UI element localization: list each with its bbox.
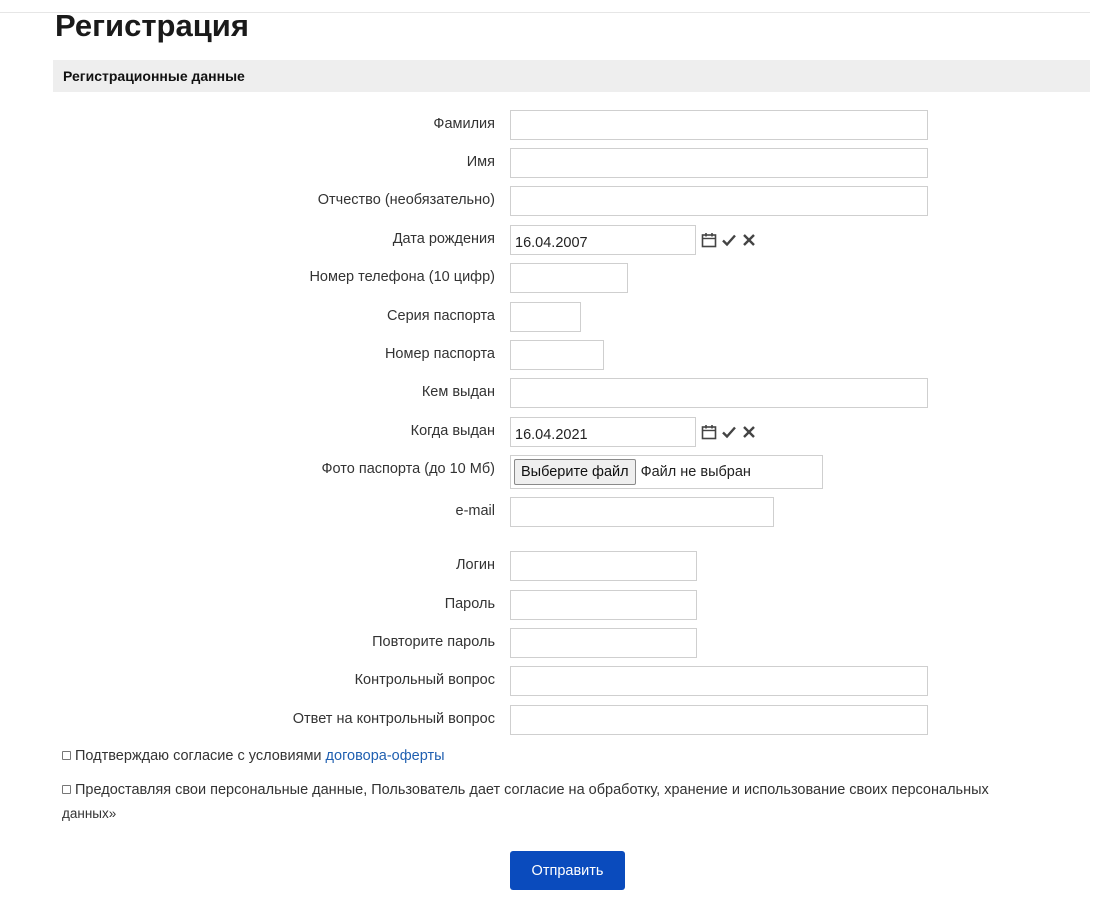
- passport-number-label: Номер паспорта: [384, 346, 495, 362]
- calendar-icon[interactable]: [700, 422, 717, 442]
- middle-name-input[interactable]: [510, 186, 928, 216]
- issued-by-label: Кем выдан: [421, 384, 495, 400]
- password-input[interactable]: [510, 590, 697, 620]
- security-answer-input[interactable]: [510, 705, 928, 735]
- birth-date-label: Дата рождения: [392, 231, 495, 247]
- personal-data-text-tail: данных»: [62, 806, 117, 821]
- last-name-label: Фамилия: [433, 116, 495, 132]
- offer-consent-text: Подтверждаю согласие с условиями: [75, 748, 322, 764]
- passport-photo-label: Фото паспорта (до 10 Мб): [321, 461, 495, 477]
- birth-date-tools: [700, 229, 757, 251]
- security-question-input[interactable]: [510, 666, 928, 696]
- passport-number-input[interactable]: [510, 340, 604, 370]
- security-question-label: Контрольный вопрос: [354, 672, 495, 688]
- issue-date-tools: [700, 421, 757, 443]
- first-name-label: Имя: [466, 154, 495, 170]
- submit-button[interactable]: Отправить: [510, 851, 625, 890]
- personal-data-text: Предоставляя свои персональные данные, Пользователь дает согласие на обработку, хранение и использование своих персональных: [75, 782, 989, 798]
- password-label: Пароль: [444, 596, 495, 612]
- offer-consent-checkbox[interactable]: [62, 751, 71, 760]
- password-repeat-label: Повторите пароль: [372, 634, 495, 650]
- passport-series-input[interactable]: [510, 302, 581, 332]
- email-label: e-mail: [455, 503, 495, 519]
- calendar-icon[interactable]: [700, 230, 717, 250]
- login-label: Логин: [456, 557, 495, 573]
- check-icon[interactable]: [720, 422, 737, 442]
- offer-consent: [62, 746, 1082, 767]
- passport-photo-file-input[interactable]: [510, 455, 823, 489]
- file-status: Файл не выбран: [640, 464, 751, 480]
- check-icon[interactable]: [720, 230, 737, 250]
- login-input[interactable]: [510, 551, 697, 581]
- email-input[interactable]: [510, 497, 774, 527]
- middle-name-label: Отчество (необязательно): [317, 192, 495, 208]
- page-title: Регистрация: [55, 8, 249, 43]
- issued-by-input[interactable]: [510, 378, 928, 408]
- phone-label: Номер телефона (10 цифр): [309, 269, 495, 285]
- last-name-input[interactable]: [510, 110, 928, 140]
- close-icon[interactable]: [740, 422, 757, 442]
- first-name-input[interactable]: [510, 148, 928, 178]
- security-answer-label: Ответ на контрольный вопрос: [292, 711, 495, 727]
- passport-series-label: Серия паспорта: [387, 308, 495, 324]
- choose-file-button[interactable]: Выберите файл: [514, 459, 636, 485]
- section-header: Регистрационные данные: [53, 60, 1090, 92]
- personal-data-consent: [62, 780, 1082, 801]
- personal-data-checkbox[interactable]: [62, 785, 71, 794]
- issue-date-label: Когда выдан: [410, 423, 495, 439]
- offer-link[interactable]: договора-оферты: [325, 748, 445, 764]
- password-repeat-input[interactable]: [510, 628, 697, 658]
- close-icon[interactable]: [740, 230, 757, 250]
- phone-input[interactable]: [510, 263, 628, 293]
- birth-date-input[interactable]: [510, 225, 696, 255]
- issue-date-input[interactable]: [510, 417, 696, 447]
